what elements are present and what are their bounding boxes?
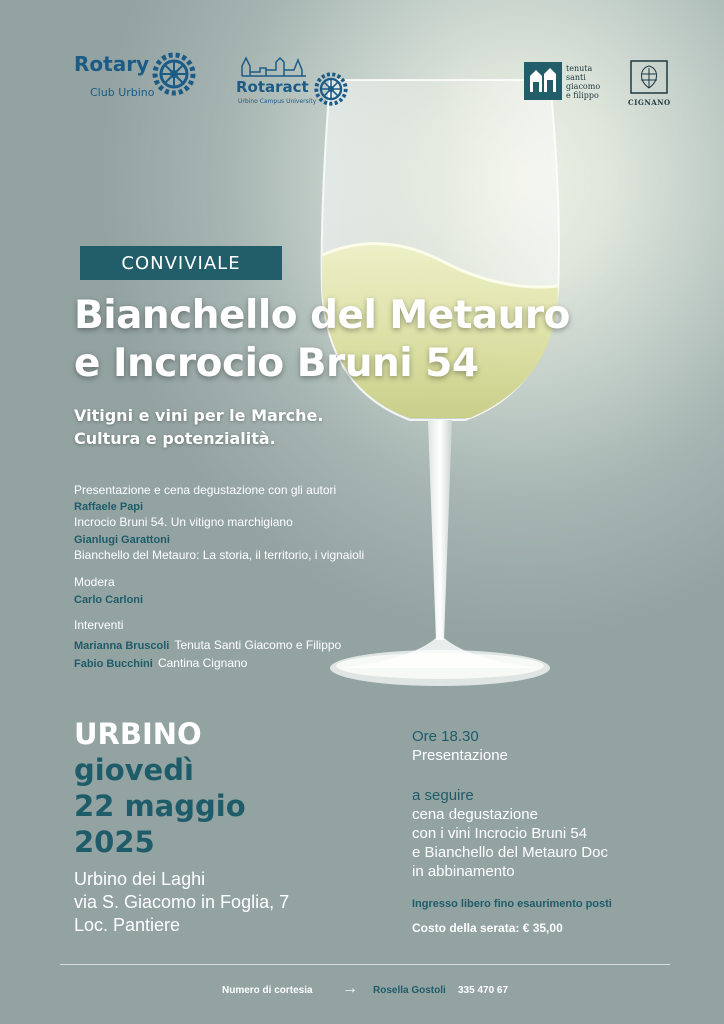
tenuta-logo-text — [566, 64, 626, 100]
schedule-line: in abbinamento — [412, 863, 515, 880]
program-intro: Presentazione e cena degustazione con gli autori — [74, 483, 337, 497]
subtitle-line: Cultura e potenzialità. — [74, 429, 276, 448]
contact-phone: 335 470 67 — [458, 985, 509, 996]
tenuta-line: tenuta — [566, 64, 593, 73]
event-city: URBINO — [74, 717, 202, 751]
event-year: 2025 — [74, 825, 155, 859]
rotary-wheel-icon — [152, 52, 196, 96]
subtitle-line: Vitigni e vini per le Marche. — [74, 406, 324, 425]
rotary-logo — [74, 52, 204, 102]
cignano-wordmark: CIGNANO — [628, 98, 671, 107]
courtesy-label: Numero di cortesia — [222, 985, 313, 996]
speaker-org: Cantina Cignano — [157, 656, 248, 670]
arrow-right-icon: → — [342, 980, 358, 997]
event-type-badge: CONVIVIALE — [80, 246, 282, 280]
speaker-name: Fabio Bucchini — [74, 658, 153, 670]
tenuta-line: e filippo — [566, 91, 599, 100]
rotaract-wordmark: Rotaract — [236, 78, 309, 96]
title-line: Bianchello del Metauro — [74, 293, 570, 338]
event-address — [74, 868, 289, 937]
rotaract-logo — [236, 56, 356, 108]
address-line: Loc. Pantiere — [74, 915, 181, 935]
rotaract-subtitle: Urbino Campus University — [238, 98, 317, 105]
schedule-line: con i vini Incrocio Bruni 54 — [412, 825, 588, 842]
event-subtitle — [74, 404, 474, 450]
tenuta-building-icon — [524, 62, 562, 100]
title-line: e Incrocio Bruni 54 — [74, 341, 479, 386]
rotary-wordmark: Rotary — [74, 52, 150, 76]
speakers-label: Interventi — [74, 618, 124, 632]
schedule-line: cena degustazione — [412, 806, 538, 823]
address-line: Urbino dei Laghi — [74, 869, 206, 889]
rotary-club-name: Club Urbino — [90, 86, 155, 99]
schedule-time: Ore 18.30 — [412, 728, 479, 745]
cost-note: Costo della serata: € 35,00 — [412, 921, 563, 935]
schedule-then-label: a seguire — [412, 787, 474, 804]
address-line: via S. Giacomo in Foglia, 7 — [74, 892, 290, 912]
schedule-then — [412, 805, 608, 881]
urbino-skyline-icon — [240, 56, 308, 78]
event-day-month: 22 maggio — [74, 789, 246, 823]
schedule-first: Presentazione — [412, 747, 508, 764]
tenuta-line: giacomo — [566, 82, 601, 91]
cignano-emblem-icon — [630, 60, 668, 94]
tenuta-logo — [524, 62, 628, 102]
author-work: Incrocio Bruni 54. Un vitigno marchigiano — [74, 515, 293, 529]
author-name: Raffaele Papi — [74, 501, 144, 513]
event-date — [74, 752, 246, 860]
speaker-entry — [74, 652, 247, 673]
schedule-line: e Bianchello del Metauro Doc — [412, 844, 608, 861]
speaker-org: Tenuta Santi Giacomo e Filippo — [174, 638, 342, 652]
speaker-name: Marianna Bruscoli — [74, 640, 170, 652]
moderator-name: Carlo Carloni — [74, 594, 144, 606]
rotaract-wheel-icon — [314, 72, 348, 106]
event-day: giovedì — [74, 753, 194, 787]
footer-divider — [60, 964, 670, 965]
contact-name: Rosella Gostoli — [373, 985, 446, 996]
event-title — [74, 292, 674, 388]
author-name: Gianlugi Garattoni — [74, 534, 170, 546]
tenuta-line: santi — [566, 73, 586, 82]
entry-note: Ingresso libero fino esaurimento posti — [412, 898, 612, 910]
moderator-label: Modera — [74, 575, 115, 589]
cignano-logo — [628, 60, 674, 108]
author-work: Bianchello del Metauro: La storia, il territorio, i vignaioli — [74, 548, 365, 562]
